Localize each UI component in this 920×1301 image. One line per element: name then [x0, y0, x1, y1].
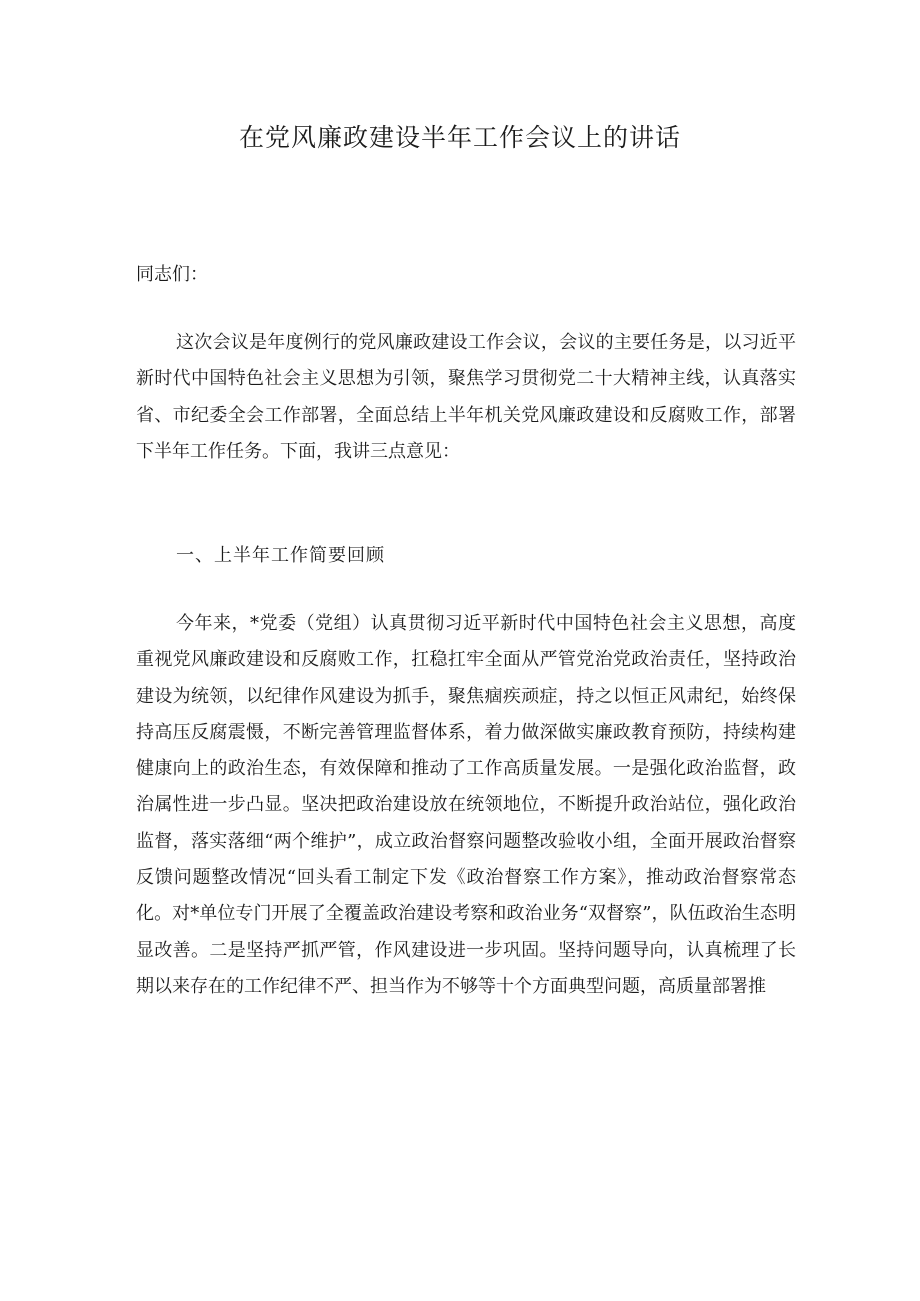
- paragraph-intro: 这次会议是年度例行的党风廉政建设工作会议，会议的主要任务是，以习近平新时代中国特色社会主义思想为引领，聚焦学习贯彻党二十大精神主线，认真落实省、市纪委全会工作部署，全面总结上半年机关党风廉政建设和反腐败工作，部署下半年工作任务。下面，我讲三点意见：: [136, 332, 796, 462]
- document-title: 在党风廉政建设半年工作会议上的讲话: [238, 123, 681, 152]
- paragraph-review: 今年来，*党委（党组）认真贯彻习近平新时代中国特色社会主义思想，高度重视党风廉政建设和反腐败工作，扛稳扛牢全面从严管党治党政治责任，坚持政治建设为统领，以纪律作风建设为抓手，聚焦痼疾顽症，持之以恒正风肃纪，始终保持高压反腐震慑，不断完善管理监督体系，着力做深做实廉政教育预防，持续构建健康向上的政治生态，有效保障和推动了工作高质量发展。一是强化政治监督，政治属性进一步凸显。坚决把政治建设放在统领地位，不断提升政治站位，强化政治监督，落实落细“两个维护”，成立政治督察问题整改验收小组，全面开展政治督察反馈问题整改情况“回头看工制定下发《政治督察工作方案》，推动政治督察常态化。对*单位专门开展了全覆盖政治建设考察和政治业务“双督察”，队伍政治生态明显改善。二是坚持严抓严管，作风建设进一步巩固。坚持问题导向，认真梳理了长期以来存在的工作纪律不严、担当作为不够等十个方面典型问题，高质量部署推: [136, 613, 796, 997]
- section-heading-1: 一、上半年工作简要回顾: [176, 545, 385, 566]
- salutation: 同志们：: [136, 264, 208, 285]
